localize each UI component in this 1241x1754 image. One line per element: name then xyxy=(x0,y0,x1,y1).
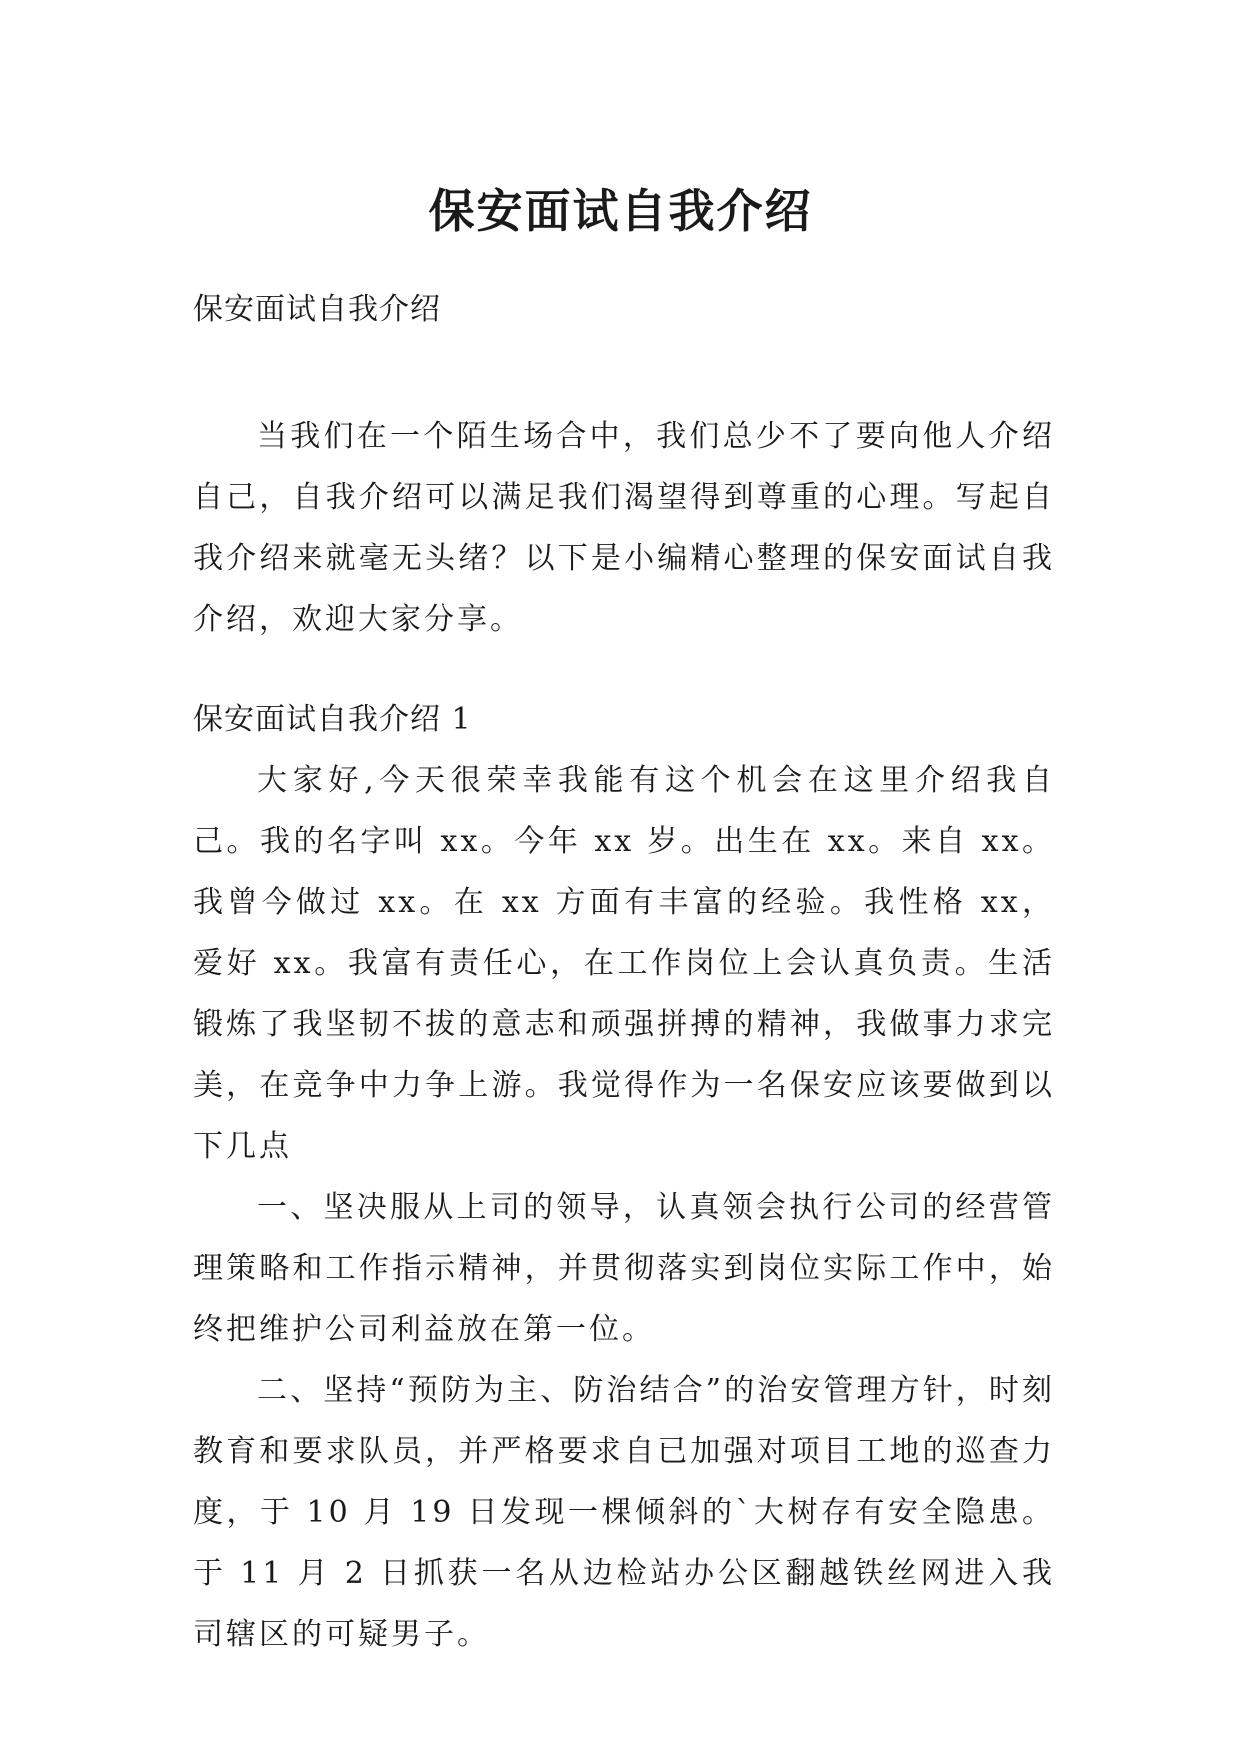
section-heading: 保安面试自我介绍 1 xyxy=(193,702,472,737)
section-paragraph-3: 二、坚持“预防为主、防治结合”的治安管理方针，时刻教育和要求队员，并严格要求自已加强对项目工地的巡查力度，于 10 月 19 日发现一棵倾斜的`大树存有安全隐患。于 11 月 2 日抓获一名从边检站办公区翻越铁丝网进入我司辖区的可疑男子。 xyxy=(193,1373,1055,1652)
intro-block xyxy=(193,406,1055,650)
section-paragraph-1: 大家好,今天很荣幸我能有这个机会在这里介绍我自己。我的名字叫 xx。今年 xx 岁。出生在 xx。来自 xx。我曾今做过 xx。在 xx 方面有丰富的经验。我性格 xx，爱好 xx。我富有责任心，在工作岗位上会认真负责。生活锻炼了我坚韧不拔的意志和顽强拼搏的精神，我做事力求完美，在竞争中力争上游。我觉得作为一名保安应该要做到以下几点 xyxy=(193,763,1055,1164)
intro-paragraph: 当我们在一个陌生场合中，我们总少不了要向他人介绍自己，自我介绍可以满足我们渴望得到尊重的心理。写起自我介绍来就毫无头绪？以下是小编精心整理的保安面试自我介绍，欢迎大家分享。 xyxy=(193,419,1055,637)
section-body xyxy=(193,750,1055,1665)
section-paragraph-2: 一、坚决服从上司的领导，认真领会执行公司的经营管理策略和工作指示精神，并贯彻落实到岗位实际工作中，始终把维护公司利益放在第一位。 xyxy=(193,1190,1055,1347)
document-title: 保安面试自我介绍 xyxy=(428,183,813,238)
document-subtitle: 保安面试自我介绍 xyxy=(193,292,441,327)
